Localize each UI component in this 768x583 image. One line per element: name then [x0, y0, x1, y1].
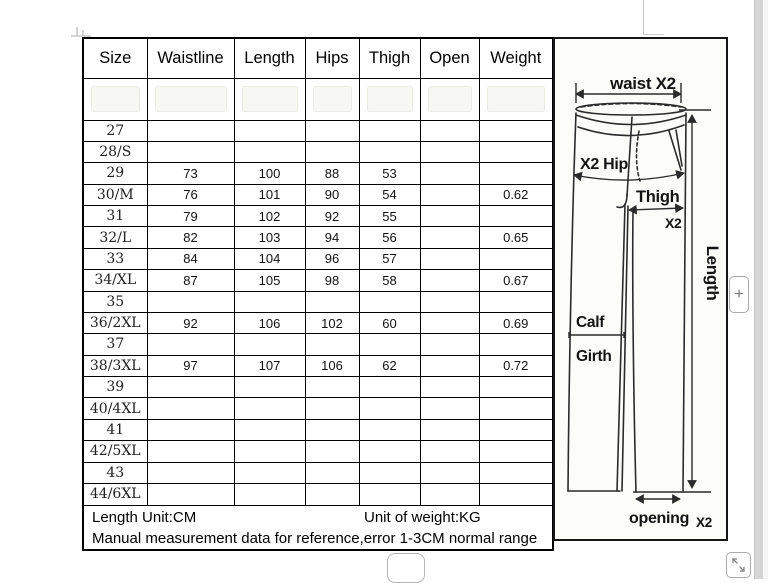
watermark-blob [313, 86, 352, 112]
expand-button[interactable] [726, 552, 751, 578]
value-cell [305, 462, 359, 483]
header-waistline: Waistline [147, 38, 234, 78]
value-cell [359, 141, 420, 162]
watermark-blob [367, 86, 413, 112]
table-row [83, 419, 553, 440]
opening-x2-label: X2 [696, 515, 712, 530]
value-cell [479, 377, 553, 398]
zoom-in-button[interactable] [729, 276, 749, 313]
table-row [83, 227, 553, 248]
value-cell: 57 [359, 248, 420, 269]
value-cell: 54 [359, 184, 420, 205]
value-cell: 104 [234, 248, 305, 269]
measurement-note: Manual measurement data for reference,error 1-3CM normal range [92, 529, 538, 547]
value-cell [234, 120, 305, 141]
table-row [83, 398, 553, 419]
value-cell [420, 377, 479, 398]
value-cell [420, 184, 479, 205]
header-weight: Weight [479, 38, 553, 78]
value-cell: 94 [305, 227, 359, 248]
layout-guide-vline [643, 0, 644, 34]
value-cell: 98 [305, 270, 359, 291]
value-cell [359, 462, 420, 483]
value-cell [305, 398, 359, 419]
pants-measurement-diagram [553, 37, 728, 541]
value-cell: 0.69 [479, 312, 553, 333]
table-row [83, 184, 553, 205]
size-cell: 28/S [83, 141, 147, 162]
plus-icon: + [734, 285, 744, 303]
table-row [83, 441, 553, 462]
value-cell [479, 441, 553, 462]
value-cell [420, 312, 479, 333]
value-cell [479, 462, 553, 483]
size-chart-table [82, 37, 554, 551]
value-cell [234, 441, 305, 462]
value-cell [359, 291, 420, 312]
table-row [83, 248, 553, 269]
value-cell [359, 334, 420, 355]
size-cell: 35 [83, 291, 147, 312]
size-table-body [83, 78, 553, 505]
value-cell: 96 [305, 248, 359, 269]
value-cell [420, 227, 479, 248]
footer-cell [83, 505, 553, 550]
length-unit-label: Length Unit:CM [92, 508, 197, 526]
value-cell [479, 419, 553, 440]
value-cell [420, 398, 479, 419]
value-cell [420, 291, 479, 312]
size-cell: 34/XL [83, 270, 147, 291]
value-cell: 102 [234, 206, 305, 227]
value-cell [234, 483, 305, 505]
size-cell: 31 [83, 206, 147, 227]
value-cell: 79 [147, 206, 234, 227]
value-cell [420, 120, 479, 141]
value-cell [420, 141, 479, 162]
table-row [83, 462, 553, 483]
table-row [83, 355, 553, 376]
table-row [83, 141, 553, 162]
girth-label: Girth [576, 348, 612, 365]
value-cell [234, 462, 305, 483]
size-cell: 40/4XL [83, 398, 147, 419]
size-cell: 29 [83, 163, 147, 184]
size-cell: 33 [83, 248, 147, 269]
value-cell: 102 [305, 312, 359, 333]
value-cell [305, 334, 359, 355]
thigh-label: Thigh [636, 188, 680, 206]
value-cell [479, 120, 553, 141]
value-cell: 82 [147, 227, 234, 248]
value-cell [359, 419, 420, 440]
size-cell: 36/2XL [83, 312, 147, 333]
value-cell [147, 419, 234, 440]
value-cell [234, 78, 305, 120]
table-row [83, 334, 553, 355]
table-row [83, 291, 553, 312]
size-cell: 44/6XL [83, 483, 147, 505]
value-cell [479, 206, 553, 227]
value-cell: 0.65 [479, 227, 553, 248]
size-cell [83, 78, 147, 120]
header-open: Open [420, 38, 479, 78]
value-cell [420, 270, 479, 291]
value-cell [147, 120, 234, 141]
calf-label: Calf [576, 314, 605, 331]
value-cell [147, 291, 234, 312]
value-cell: 87 [147, 270, 234, 291]
value-cell [305, 377, 359, 398]
value-cell [147, 441, 234, 462]
pants-diagram-drawing [555, 39, 726, 539]
value-cell: 106 [234, 312, 305, 333]
window-edge [763, 0, 768, 579]
table-row [83, 120, 553, 141]
expand-icon [727, 554, 750, 576]
size-cell: 39 [83, 377, 147, 398]
value-cell [234, 334, 305, 355]
value-cell [234, 377, 305, 398]
value-cell: 0.72 [479, 355, 553, 376]
value-cell [359, 120, 420, 141]
table-row [83, 206, 553, 227]
value-cell: 62 [359, 355, 420, 376]
value-cell: 90 [305, 184, 359, 205]
size-cell: 37 [83, 334, 147, 355]
watermark-row [83, 78, 553, 120]
table-row [83, 377, 553, 398]
size-cell: 30/M [83, 184, 147, 205]
value-cell: 0.62 [479, 184, 553, 205]
value-cell: 60 [359, 312, 420, 333]
value-cell [234, 398, 305, 419]
size-cell: 42/5XL [83, 441, 147, 462]
value-cell [420, 355, 479, 376]
value-cell [420, 248, 479, 269]
opening-label: opening [629, 510, 690, 527]
header-hips: Hips [305, 38, 359, 78]
value-cell [479, 291, 553, 312]
value-cell: 56 [359, 227, 420, 248]
watermark-blob [155, 86, 227, 112]
value-cell: 100 [234, 163, 305, 184]
value-cell [234, 141, 305, 162]
value-cell [305, 78, 359, 120]
value-cell [359, 441, 420, 462]
value-cell [305, 441, 359, 462]
value-cell [305, 419, 359, 440]
header-length: Length [234, 38, 305, 78]
value-cell: 101 [234, 184, 305, 205]
header-size: Size [83, 38, 147, 78]
value-cell: 106 [305, 355, 359, 376]
value-cell [359, 78, 420, 120]
value-cell [234, 291, 305, 312]
value-cell: 97 [147, 355, 234, 376]
value-cell: 76 [147, 184, 234, 205]
value-cell [420, 78, 479, 120]
watermark-blob [428, 86, 472, 112]
watermark-blob [242, 86, 298, 112]
thigh-x2-label: X2 [665, 215, 682, 231]
value-cell [420, 334, 479, 355]
value-cell [479, 141, 553, 162]
value-cell [420, 419, 479, 440]
value-cell: 55 [359, 206, 420, 227]
size-cell: 27 [83, 120, 147, 141]
watermark-blob [91, 86, 140, 112]
weight-unit-label: Unit of weight:KG [364, 508, 481, 526]
value-cell: 84 [147, 248, 234, 269]
value-cell: 53 [359, 163, 420, 184]
size-cell: 41 [83, 419, 147, 440]
value-cell [479, 248, 553, 269]
size-cell: 32/L [83, 227, 147, 248]
value-cell [479, 334, 553, 355]
value-cell [479, 163, 553, 184]
value-cell: 92 [305, 206, 359, 227]
value-cell [359, 377, 420, 398]
value-cell [147, 398, 234, 419]
hip-label: X2 Hip [580, 156, 628, 173]
value-cell [420, 206, 479, 227]
layout-guide-hline [643, 34, 664, 35]
value-cell: 73 [147, 163, 234, 184]
table-row [83, 483, 553, 505]
value-cell [147, 141, 234, 162]
size-chart-footer [83, 505, 553, 550]
footer-row [83, 505, 553, 550]
waist-label: waist X2 [610, 74, 676, 93]
value-cell [147, 377, 234, 398]
value-cell [420, 462, 479, 483]
value-cell: 105 [234, 270, 305, 291]
size-chart-header [83, 38, 553, 78]
value-cell [147, 483, 234, 505]
value-cell [147, 334, 234, 355]
table-row [83, 163, 553, 184]
value-cell [305, 120, 359, 141]
value-cell [305, 483, 359, 505]
value-cell [479, 483, 553, 505]
length-label: Length [703, 245, 722, 301]
value-cell [147, 462, 234, 483]
value-cell [479, 398, 553, 419]
table-row [83, 312, 553, 333]
size-cell: 43 [83, 462, 147, 483]
header-row [83, 38, 553, 78]
value-cell [420, 441, 479, 462]
value-cell [147, 78, 234, 120]
value-cell [420, 483, 479, 505]
value-cell: 103 [234, 227, 305, 248]
watermark-blob [487, 86, 546, 112]
value-cell [420, 163, 479, 184]
value-cell: 92 [147, 312, 234, 333]
value-cell [234, 419, 305, 440]
value-cell [305, 141, 359, 162]
table-row [83, 270, 553, 291]
value-cell: 0.67 [479, 270, 553, 291]
value-cell: 107 [234, 355, 305, 376]
value-cell [479, 78, 553, 120]
value-cell: 58 [359, 270, 420, 291]
footer-units-line [84, 506, 552, 528]
size-cell: 38/3XL [83, 355, 147, 376]
header-thigh: Thigh [359, 38, 420, 78]
value-cell [305, 291, 359, 312]
value-cell [359, 483, 420, 505]
value-cell: 88 [305, 163, 359, 184]
value-cell [359, 398, 420, 419]
